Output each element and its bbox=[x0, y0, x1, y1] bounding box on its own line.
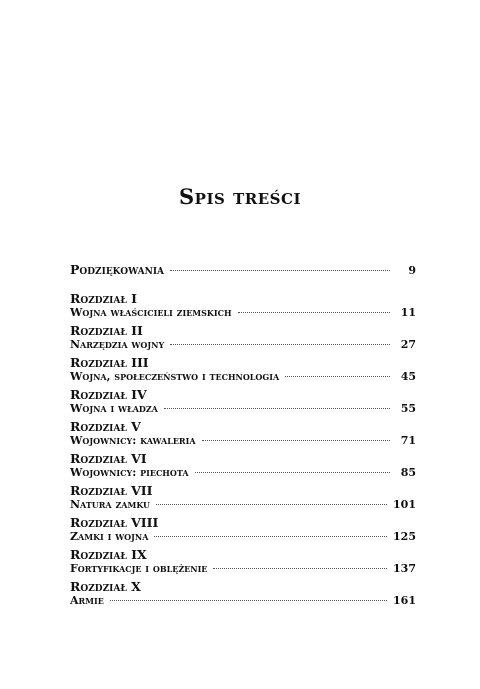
chapter-title: Narzędzia wojny bbox=[70, 338, 165, 351]
toc-page-number: 27 bbox=[400, 338, 416, 351]
toc-chapter bbox=[70, 451, 416, 479]
dot-leader bbox=[164, 408, 390, 409]
page-title: Spis treści bbox=[179, 184, 301, 209]
toc-chapter bbox=[70, 323, 416, 351]
toc-page-number: 85 bbox=[400, 466, 416, 479]
toc-page-number: 9 bbox=[408, 264, 416, 277]
chapter-title: Wojna, społeczeństwo i technologia bbox=[70, 370, 280, 383]
toc-chapter bbox=[70, 355, 416, 383]
chapter-title: Wojna właścicieli ziemskich bbox=[70, 306, 232, 319]
dot-leader bbox=[195, 472, 390, 473]
chapter-heading: Rozdział X bbox=[70, 579, 141, 594]
chapter-title: Wojownicy: piechota bbox=[70, 466, 189, 479]
toc-page-number: 11 bbox=[400, 306, 416, 319]
toc-chapter bbox=[70, 515, 416, 543]
toc-page-number: 137 bbox=[393, 562, 416, 575]
toc-entry-acknowledgements bbox=[70, 262, 416, 277]
chapter-title: Natura zamku bbox=[70, 498, 150, 511]
dot-leader bbox=[202, 440, 390, 441]
toc-entry-label: Podziękowania bbox=[70, 262, 165, 277]
chapter-heading: Rozdział IV bbox=[70, 387, 147, 402]
toc-entry bbox=[70, 370, 416, 383]
toc-page-number: 55 bbox=[400, 402, 416, 415]
chapter-title: Armie bbox=[70, 594, 104, 607]
toc-entry bbox=[70, 402, 416, 415]
dot-leader bbox=[213, 568, 387, 569]
toc-chapter bbox=[70, 547, 416, 575]
chapter-heading: Rozdział VIII bbox=[70, 515, 159, 530]
toc-page-number: 161 bbox=[393, 594, 416, 607]
dot-leader bbox=[285, 376, 390, 377]
chapter-heading: Rozdział VI bbox=[70, 451, 147, 466]
toc-chapter bbox=[70, 387, 416, 415]
chapter-title: Zamki i wojna bbox=[70, 530, 149, 543]
dot-leader bbox=[238, 312, 390, 313]
chapter-title: Wojownicy: kawaleria bbox=[70, 434, 196, 447]
toc-chapter bbox=[70, 483, 416, 511]
toc-entry bbox=[70, 306, 416, 319]
toc-entry bbox=[70, 562, 416, 575]
toc-chapter bbox=[70, 579, 416, 607]
chapter-heading: Rozdział II bbox=[70, 323, 143, 338]
toc-chapter bbox=[70, 419, 416, 447]
dot-leader bbox=[156, 504, 387, 505]
dot-leader bbox=[170, 270, 390, 271]
dot-leader bbox=[170, 344, 390, 345]
chapter-heading: Rozdział V bbox=[70, 419, 141, 434]
chapter-title: Wojna i władza bbox=[70, 402, 158, 415]
toc-page-number: 71 bbox=[400, 434, 416, 447]
chapter-title: Fortyfikacje i oblężenie bbox=[70, 562, 208, 575]
toc-chapter bbox=[70, 291, 416, 319]
chapter-heading: Rozdział IX bbox=[70, 547, 147, 562]
toc-entry bbox=[70, 594, 416, 607]
dot-leader bbox=[110, 600, 387, 601]
dot-leader bbox=[154, 536, 387, 537]
toc-entry bbox=[70, 466, 416, 479]
toc-entry bbox=[70, 338, 416, 351]
table-of-contents bbox=[70, 262, 416, 611]
toc-entry bbox=[70, 434, 416, 447]
chapter-heading: Rozdział I bbox=[70, 291, 137, 306]
toc-entry bbox=[70, 498, 416, 511]
toc-page-number: 101 bbox=[393, 498, 416, 511]
chapter-heading: Rozdział VII bbox=[70, 483, 153, 498]
toc-page-number: 45 bbox=[400, 370, 416, 383]
toc-page-number: 125 bbox=[393, 530, 416, 543]
chapter-heading: Rozdział III bbox=[70, 355, 149, 370]
toc-entry bbox=[70, 530, 416, 543]
